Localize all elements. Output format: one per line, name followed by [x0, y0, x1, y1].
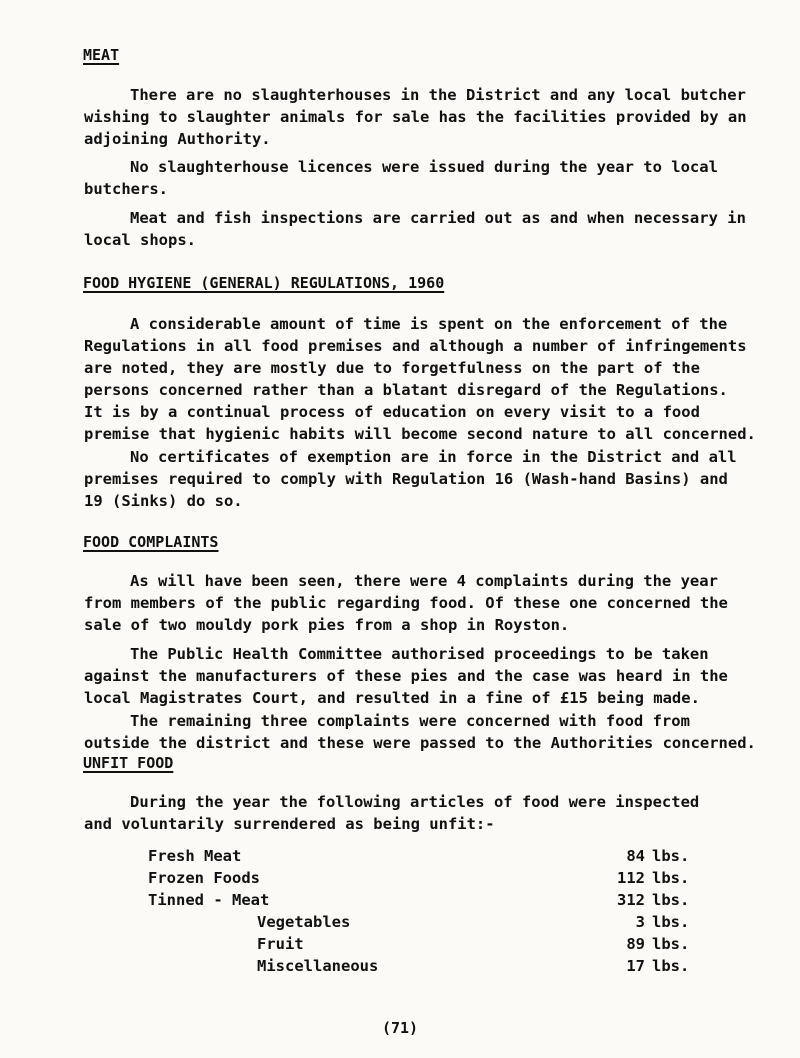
food-complaints-paragraph-3 [84, 710, 756, 754]
text-line: Meat and fish inspections are carried out as and when necessary in [130, 209, 746, 227]
item-quantity: 312 [617, 891, 645, 909]
item-quantity: 17 [626, 957, 645, 975]
text-line: premise that hygienic habits will become second nature to all concerned. [84, 425, 756, 443]
heading-meat: MEAT [83, 46, 120, 64]
item-category: Tinned - Meat [148, 891, 270, 909]
table-row [148, 889, 689, 911]
heading-unfit-food: UNFIT FOOD [83, 754, 174, 772]
text-line: are noted, they are mostly due to forgetfulness on the part of the [84, 359, 700, 377]
item-unit: lbs. [652, 913, 690, 931]
text-line: No slaughterhouse licences were issued during the year to local [130, 158, 718, 176]
item-quantity: 89 [626, 935, 645, 953]
text-line: premises required to comply with Regulation 16 (Wash-hand Basins) and [84, 470, 728, 488]
food-complaints-paragraph-1 [84, 570, 728, 636]
text-line: adjoining Authority. [84, 130, 271, 148]
item-quantity: 3 [635, 913, 645, 931]
text-line: Regulations in all food premises and although a number of infringements [84, 337, 747, 355]
text-line: The Public Health Committee authorised proceedings to be taken [130, 645, 709, 663]
item-quantity: 84 [626, 847, 645, 865]
text-line: butchers. [84, 180, 168, 198]
food-complaints-paragraph-2 [84, 643, 728, 709]
table-row [148, 955, 689, 977]
text-line: As will have been seen, there were 4 complaints during the year [130, 572, 718, 590]
table-row [148, 911, 689, 933]
heading-food-hygiene: FOOD HYGIENE (GENERAL) REGULATIONS, 1960 [83, 274, 445, 292]
item-category: Vegetables [257, 913, 351, 931]
meat-paragraph-2 [84, 156, 724, 200]
text-line: local shops. [84, 231, 196, 249]
meat-paragraph-1 [84, 84, 747, 150]
item-unit: lbs. [652, 957, 690, 975]
food-hygiene-paragraph-2 [84, 446, 737, 512]
table-row [148, 867, 689, 889]
page-number: (71) [381, 1019, 419, 1037]
text-line: against the manufacturers of these pies and the case was heard in the [84, 667, 728, 685]
item-unit: lbs. [652, 847, 690, 865]
text-line: outside the district and these were passed to the Authorities concerned. [84, 734, 756, 752]
text-line: from members of the public regarding food. Of these one concerned the [84, 594, 728, 612]
meat-paragraph-3 [84, 207, 746, 251]
text-line: 19 (Sinks) do so. [84, 492, 243, 510]
item-unit: lbs. [652, 869, 690, 887]
item-category: Frozen Foods [148, 869, 260, 887]
item-category: Miscellaneous [257, 957, 379, 975]
item-unit: lbs. [652, 935, 690, 953]
text-line: wishing to slaughter animals for sale has the facilities provided by an [84, 108, 747, 126]
text-line: There are no slaughterhouses in the District and any local butcher [130, 86, 746, 104]
text-line: sale of two mouldy pork pies from a shop in Royston. [84, 616, 570, 634]
item-category: Fresh Meat [148, 847, 242, 865]
food-hygiene-paragraph-1 [84, 313, 756, 445]
text-line: persons concerned rather than a blatant disregard of the Regulations. [84, 381, 728, 399]
item-category: Fruit [257, 935, 304, 953]
text-line: The remaining three complaints were concerned with food from [130, 712, 690, 730]
text-line: No certificates of exemption are in force in the District and all [130, 448, 737, 466]
table-row [148, 845, 689, 867]
unfit-food-table [148, 845, 689, 977]
item-quantity: 112 [617, 869, 645, 887]
text-line: local Magistrates Court, and resulted in a fine of £15 being made. [84, 689, 700, 707]
text-line: During the year the following articles of food were inspected [130, 793, 700, 811]
table-row [148, 933, 689, 955]
text-line: and voluntarily surrendered as being unfit:- [84, 815, 495, 833]
text-line: It is by a continual process of education on every visit to a food [84, 403, 700, 421]
item-unit: lbs. [652, 891, 690, 909]
text-line: A considerable amount of time is spent on the enforcement of the [130, 315, 728, 333]
heading-food-complaints: FOOD COMPLAINTS [83, 533, 219, 551]
unfit-food-paragraph-1 [84, 791, 724, 835]
